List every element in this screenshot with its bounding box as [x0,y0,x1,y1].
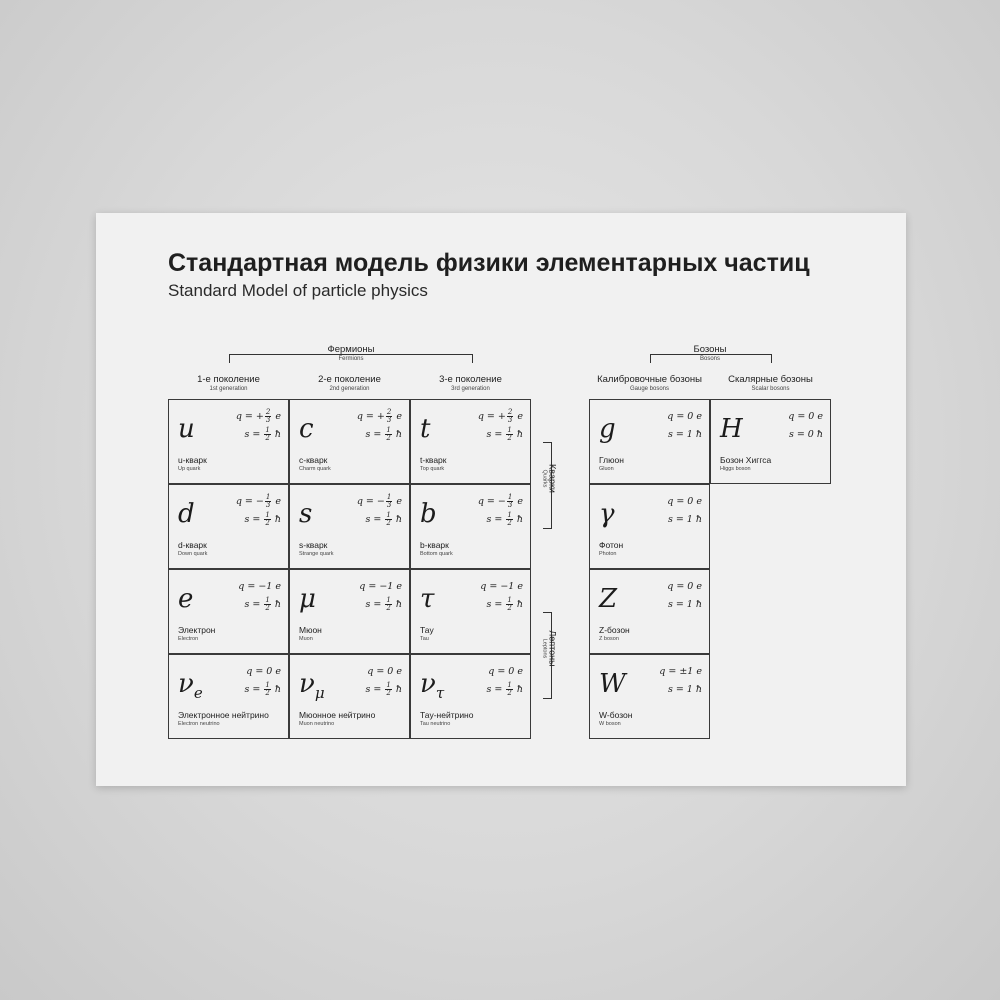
spin-value: s = $\frac{1}{2}$ ħ [365,511,402,527]
quarks-label: Кварки Quarks [541,464,558,493]
charge-value: q = 0 e [788,411,823,422]
spin-value: s = $\frac{1}{2}$ ħ [244,426,281,442]
charge-spin [357,493,402,529]
particle-name: Мюонное нейтрино [299,710,376,720]
spin-value: s = $\frac{1}{2}$ ħ [486,596,523,612]
spin-value: s = $\frac{1}{2}$ ħ [244,596,281,612]
charge-value: q = ±1 e [659,666,702,677]
particle-name: s-кварк [299,540,328,550]
particle-symbol: H [720,414,743,444]
charge-value: q = −1 e [359,581,402,592]
fermion-cell [168,399,289,484]
spin-value: s = $\frac{1}{2}$ ħ [365,681,402,697]
particle-name: Глюон [599,455,624,465]
particle-name: b-кварк [420,540,449,550]
charge-spin [480,578,523,614]
charge-value: q = 0 e [367,666,402,677]
spin-value: s = 1 ħ [667,514,702,525]
charge-spin [788,408,823,444]
particle-name-en: Tau neutrino [420,721,451,727]
particle-name: Бозон Хиггса [720,455,772,465]
gauge-boson-cell [589,399,710,484]
gauge-boson-cell [589,484,710,569]
scalar-boson-cell [710,399,831,484]
particle-name-en: Z boson [599,636,619,642]
particle-symbol: s [299,499,313,529]
particle-name-en: Bottom quark [420,551,453,557]
fermion-cell [289,654,410,739]
particle-name: t-кварк [420,455,447,465]
particle-name: Тау-нейтрино [420,710,474,720]
spin-value: s = 0 ħ [788,429,823,440]
gauge-bosons-header: Калибровочные бозоны Gauge bosons [597,374,702,392]
particle-name-en: Gluon [599,466,614,472]
charge-spin [245,663,281,699]
particle-name-en: Electron [178,636,199,642]
particle-symbol: $\nu_\tau$ [420,669,445,702]
particle-symbol: $\nu_\mu$ [299,669,325,702]
fermion-cell [289,484,410,569]
charge-spin [359,578,402,614]
spin-value: s = $\frac{1}{2}$ ħ [244,511,281,527]
particle-symbol: u [178,414,195,444]
charge-spin [667,578,702,614]
particle-name-en: Electron neutrino [178,721,220,727]
charge-spin [478,408,523,444]
page-title: Стандартная модель физики элементарных частиц [168,249,810,277]
charge-value: q = + $\frac{2}{3}$ e [356,408,402,424]
particle-name: c-кварк [299,455,328,465]
particle-name-en: Muon [299,636,313,642]
charge-value: q = 0 e [667,411,702,422]
particle-name: W-бозон [599,710,633,720]
particle-symbol: μ [299,584,316,614]
particle-name-en: W boson [599,721,621,727]
charge-value: q = 0 e [246,666,281,677]
fermion-cell [410,484,531,569]
bosons-header: Бозоны Bosons [693,344,727,362]
fermion-cell [289,399,410,484]
gauge-boson-cell [589,569,710,654]
charge-value: q = −1 e [238,581,281,592]
poster [96,213,906,786]
particle-name-en: Charm quark [299,466,331,472]
particle-symbol: t [420,414,431,444]
fermion-cell [410,569,531,654]
spin-value: s = $\frac{1}{2}$ ħ [365,596,402,612]
particle-name: d-кварк [178,540,207,550]
charge-spin [357,408,402,444]
generation-1-header: 1-е поколение 1st generation [197,374,260,392]
particle-name-en: Up quark [178,466,201,472]
charge-spin [659,663,702,699]
page-subtitle: Standard Model of particle physics [168,281,428,300]
gauge-boson-cell [589,654,710,739]
particle-symbol: τ [420,584,435,614]
charge-spin [238,578,281,614]
particle-name: Фотон [599,540,624,550]
spin-value: s = $\frac{1}{2}$ ħ [365,426,402,442]
particle-symbol: Z [599,584,618,614]
fermion-cell [168,484,289,569]
charge-spin [478,493,523,529]
particle-symbol: c [299,414,314,444]
generation-2-header: 2-е поколение 2nd generation [318,374,381,392]
fermion-cell [410,399,531,484]
charge-value: q = 0 e [488,666,523,677]
particle-symbol: W [599,669,626,699]
scalar-bosons-header: Скалярные бозоны Scalar bosons [728,374,813,392]
charge-value: q = − $\frac{1}{3}$ e [477,493,523,509]
spin-value: s = 1 ħ [667,684,702,695]
generation-3-header: 3-е поколение 3rd generation [439,374,502,392]
charge-spin [366,663,402,699]
particle-name: Z-бозон [599,625,630,635]
particle-name: Мюон [299,625,322,635]
charge-value: q = + $\frac{2}{3}$ e [477,408,523,424]
particle-name: Электрон [178,625,216,635]
spin-value: s = $\frac{1}{2}$ ħ [486,426,523,442]
charge-value: q = + $\frac{2}{3}$ e [235,408,281,424]
particle-name-en: Muon neutrino [299,721,335,727]
charge-value: q = − $\frac{1}{3}$ e [356,493,402,509]
charge-value: q = − $\frac{1}{3}$ e [235,493,281,509]
particle-symbol: e [178,584,194,614]
particle-name-en: Tau [420,636,429,642]
particle-name-en: Higgs boson [720,466,751,472]
fermion-cell [289,569,410,654]
particle-symbol: b [420,499,437,529]
fermions-header: Фермионы Fermions [327,344,375,362]
particle-name-en: Top quark [420,466,445,472]
particle-symbol: g [599,414,616,444]
particle-symbol: d [178,499,195,529]
charge-value: q = 0 e [667,496,702,507]
spin-value: s = 1 ħ [667,429,702,440]
charge-spin [667,493,702,529]
particle-symbol: $\nu_e$ [178,669,203,702]
fermion-cell [410,654,531,739]
spin-value: s = $\frac{1}{2}$ ħ [244,681,281,697]
charge-spin [667,408,702,444]
spin-value: s = $\frac{1}{2}$ ħ [486,681,523,697]
particle-name: Тау [420,625,434,635]
leptons-label: Лептоны Leptons [541,630,558,667]
particle-name-en: Strange quark [299,551,334,557]
particle-name-en: Photon [599,551,617,557]
particle-name-en: Down quark [178,551,208,557]
particle-symbol: γ [599,499,615,529]
charge-spin [236,408,281,444]
spin-value: s = $\frac{1}{2}$ ħ [486,511,523,527]
fermion-cell [168,569,289,654]
particle-name: Электронное нейтрино [178,710,269,720]
spin-value: s = 1 ħ [667,599,702,610]
charge-spin [487,663,523,699]
fermion-cell [168,654,289,739]
particle-name: u-кварк [178,455,207,465]
charge-spin [236,493,281,529]
charge-value: q = 0 e [667,581,702,592]
charge-value: q = −1 e [480,581,523,592]
